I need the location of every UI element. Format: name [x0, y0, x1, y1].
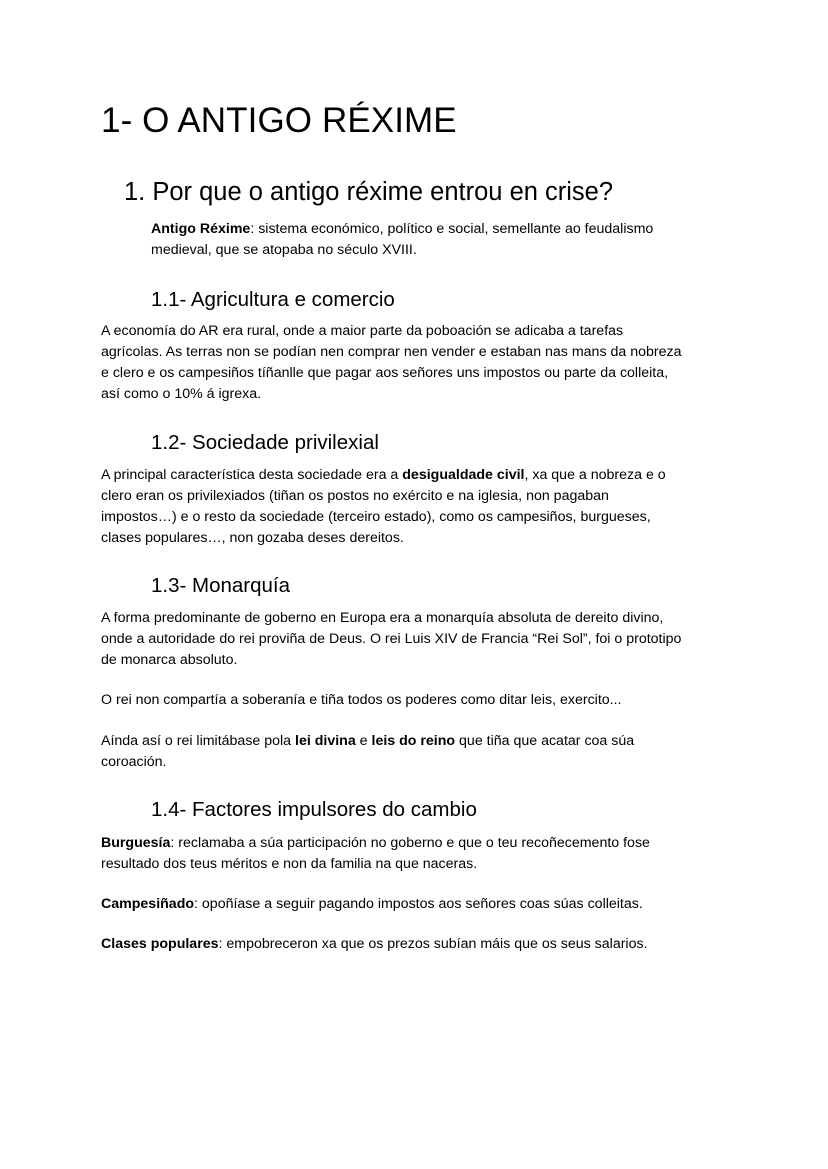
paragraph-line: clases populares…, non gozaba deses dereitos. [101, 530, 404, 546]
paragraph-line: e clero e os campesiños tíñanlle que pagar aos señores uns impostos ou parte da colleita, [101, 365, 669, 381]
paragraph-line: A economía do AR era rural, onde a maior parte da poboación se adicaba a tarefas [101, 323, 624, 339]
paragraph-line: resultado dos teus méritos e non da familia na que naceras. [101, 856, 478, 872]
document-title: 1- O ANTIGO RÉXIME [101, 101, 457, 140]
subsection-heading-1-3: 1.3- Monarquía [151, 574, 291, 597]
monarchy-paragraph-1 [101, 608, 741, 671]
term-burguesia: Burguesía [101, 835, 171, 851]
bold-term-lei-divina: lei divina [295, 733, 356, 749]
society-paragraph [101, 465, 741, 549]
paragraph-line: de monarca absoluto. [101, 652, 238, 668]
monarchy-text: e [355, 733, 372, 749]
paragraph-line [101, 465, 741, 486]
paragraph-line: O rei non compartía a soberanía e tiña todos os poderes como ditar leis, exercito... [101, 692, 622, 708]
section-heading-1: 1. Por que o antigo réxime entrou en crise? [124, 178, 614, 206]
subsection-heading-1-1: 1.1- Agricultura e comercio [151, 288, 395, 311]
definition-line-1 [151, 219, 721, 240]
paragraph-line [101, 731, 741, 752]
paragraph-line: A forma predominante de goberno en Europa era a monarquía absoluta de dereito divino, [101, 610, 664, 626]
campesinado-text: : opoñíase a seguir pagando impostos aos señores coas súas colleitas. [194, 896, 643, 912]
paragraph-line: impostos…) e o resto da sociedade (terceiro estado), como os campesiños, burgueses, [101, 509, 651, 525]
definition-text: : sistema económico, político e social, semellante ao feudalismo [250, 221, 654, 237]
paragraph-line [101, 934, 741, 955]
paragraph-line: clero eran os privilexiados (tiñan os postos no exército e na iglesia, non pagaban [101, 488, 609, 504]
paragraph-line [101, 833, 741, 854]
society-bold-term: desigualdade civil [402, 467, 525, 483]
monarchy-paragraph-2 [101, 690, 741, 711]
bold-term-leis-do-reino: leis do reino [371, 733, 456, 749]
definition-line-2: medieval, que se atopaba no século XVIII. [151, 242, 417, 258]
monarchy-text: que tiña que acatar coa súa [455, 733, 635, 749]
paragraph-line: agrícolas. As terras non se podían nen comprar nen vender e estaban nas mans da nobreza [101, 344, 682, 360]
paragraph-line [101, 894, 741, 915]
subsection-heading-1-4: 1.4- Factores impulsores do cambio [151, 798, 477, 821]
agriculture-paragraph [101, 321, 741, 405]
society-text: , xa que a nobreza e o [524, 467, 666, 483]
monarchy-paragraph-3 [101, 731, 741, 773]
paragraph-line: así como o 10% á igrexa. [101, 386, 262, 402]
definition-paragraph [151, 219, 721, 261]
burguesia-paragraph [101, 833, 741, 875]
burguesia-text: : reclamaba a súa participación no goberno e que o teu recoñecemento fose [170, 835, 650, 851]
paragraph-line: onde a autoridade do rei proviña de Deus. O rei Luis XIV de Francia “Rei Sol”, foi o prototipo [101, 631, 682, 647]
monarchy-text: Aínda así o rei limitábase pola [101, 733, 296, 749]
term-clases-populares: Clases populares [101, 936, 219, 952]
society-text: A principal característica desta sociedade era a [101, 467, 403, 483]
clases-populares-text: : empobreceron xa que os prezos subían máis que os seus salarios. [218, 936, 648, 952]
clases-populares-paragraph [101, 934, 741, 955]
definition-term: Antigo Réxime [151, 221, 251, 237]
campesinado-paragraph [101, 894, 741, 915]
subsection-heading-1-2: 1.2- Sociedade privilexial [151, 431, 379, 454]
term-campesinado: Campesiñado [101, 896, 195, 912]
paragraph-line: coroación. [101, 754, 167, 770]
